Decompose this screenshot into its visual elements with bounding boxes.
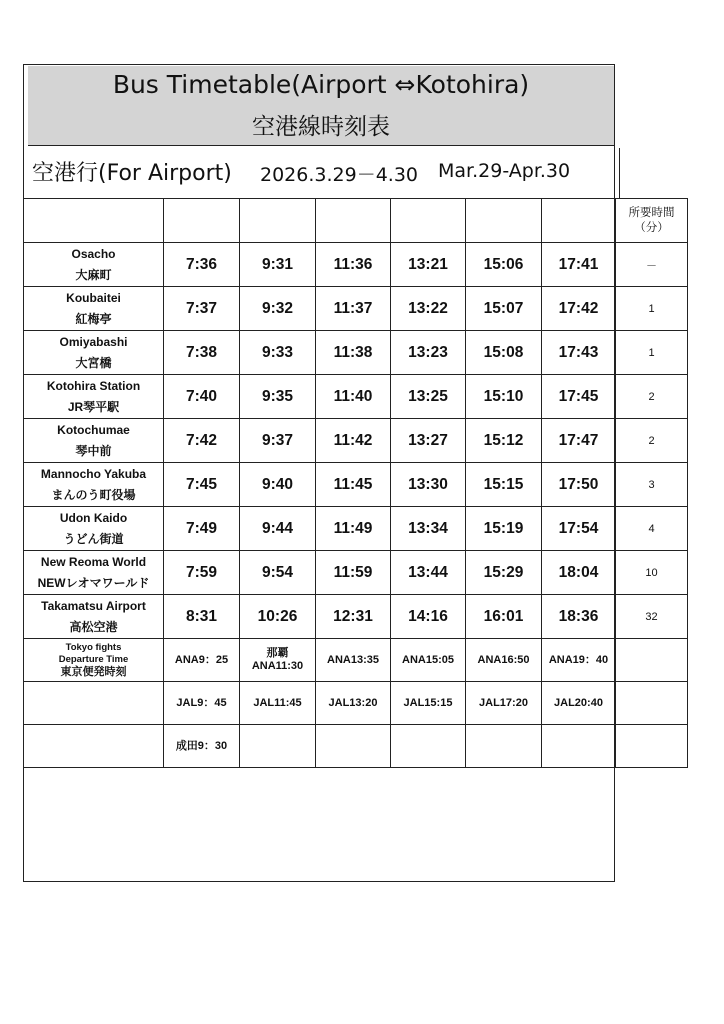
table-row: [24, 331, 688, 375]
departure-time: 11:59: [316, 551, 391, 595]
departure-time: 15:12: [466, 419, 542, 463]
table-row: [24, 419, 688, 463]
departure-time: 17:43: [542, 331, 616, 375]
duration-minutes: 4: [616, 507, 688, 551]
stop-name: Koubaitei 紅梅亭: [24, 287, 164, 331]
departure-time: 13:44: [391, 551, 466, 595]
departure-time: 11:36: [316, 243, 391, 287]
duration-minutes: 32: [616, 595, 688, 639]
departure-time: 17:50: [542, 463, 616, 507]
flights-row: [24, 725, 688, 768]
flight-time: JAL13:20: [316, 682, 391, 725]
empty-cell: [24, 725, 164, 768]
duration-minutes: 1: [616, 331, 688, 375]
stop-name: Omiyabashi 大宮橋: [24, 331, 164, 375]
departure-time: 13:30: [391, 463, 466, 507]
flight-time: 那覇 ANA11:30: [240, 639, 316, 682]
empty-cell: [240, 725, 316, 768]
departure-time: 15:06: [466, 243, 542, 287]
departure-time: 11:45: [316, 463, 391, 507]
departure-time: 9:35: [240, 375, 316, 419]
departure-time: 7:38: [164, 331, 240, 375]
departure-time: 11:42: [316, 419, 391, 463]
table-row: [24, 243, 688, 287]
empty-cell: [616, 725, 688, 768]
departure-time: 11:40: [316, 375, 391, 419]
flights-row: [24, 682, 688, 725]
flight-time: ANA9：25: [164, 639, 240, 682]
stop-name: Kotochumae 琴中前: [24, 419, 164, 463]
table-row: [24, 463, 688, 507]
departure-time: 15:15: [466, 463, 542, 507]
date-range-english: Mar.29-Apr.30: [438, 160, 571, 182]
departure-time: 18:36: [542, 595, 616, 639]
title-japanese: 空港線時刻表: [252, 114, 390, 140]
empty-cell: [616, 639, 688, 682]
stop-name: Takamatsu Airport 高松空港: [24, 595, 164, 639]
flights-row: [24, 639, 688, 682]
departure-time: 17:45: [542, 375, 616, 419]
duration-minutes: 2: [616, 375, 688, 419]
empty-cell: [316, 725, 391, 768]
flight-time: ANA13:35: [316, 639, 391, 682]
departure-time: 14:16: [391, 595, 466, 639]
departure-time: 7:37: [164, 287, 240, 331]
departure-time: 15:19: [466, 507, 542, 551]
table-row: [24, 287, 688, 331]
stop-name: Kotohira Station JR琴平駅: [24, 375, 164, 419]
departure-time: 12:31: [316, 595, 391, 639]
departure-time: 15:07: [466, 287, 542, 331]
title-english: Bus Timetable(Airport ⇔Kotohira): [112, 70, 530, 99]
departure-time: 7:36: [164, 243, 240, 287]
flight-time: JAL17:20: [466, 682, 542, 725]
departure-time: 11:37: [316, 287, 391, 331]
departure-time: 17:47: [542, 419, 616, 463]
empty-cell: [616, 682, 688, 725]
flight-time: JAL20:40: [542, 682, 616, 725]
departure-time: 13:27: [391, 419, 466, 463]
title-banner: [28, 66, 614, 146]
departure-time: 8:31: [164, 595, 240, 639]
empty-cell: [466, 725, 542, 768]
departure-time: 17:42: [542, 287, 616, 331]
departure-time: 7:49: [164, 507, 240, 551]
duration-minutes: －: [616, 243, 688, 287]
duration-minutes: 3: [616, 463, 688, 507]
departure-time: 9:44: [240, 507, 316, 551]
flight-time: JAL11:45: [240, 682, 316, 725]
departure-time: 11:38: [316, 331, 391, 375]
header-empty-cell: [24, 199, 164, 243]
duration-minutes: 2: [616, 419, 688, 463]
departure-time: 9:37: [240, 419, 316, 463]
date-range: 2026.3.29－4.30: [260, 164, 419, 186]
departure-time: 10:26: [240, 595, 316, 639]
flight-time: ANA15:05: [391, 639, 466, 682]
departure-time: 13:22: [391, 287, 466, 331]
stop-name: New Reoma World NEWレオマワールド: [24, 551, 164, 595]
flight-time: ANA16:50: [466, 639, 542, 682]
duration-minutes: 10: [616, 551, 688, 595]
flight-time: ANA19：40: [542, 639, 616, 682]
departure-time: 9:40: [240, 463, 316, 507]
departure-time: 15:08: [466, 331, 542, 375]
duration-header: 所要時間 （分）: [616, 199, 688, 243]
departure-time: 9:32: [240, 287, 316, 331]
stop-name: Osacho 大麻町: [24, 243, 164, 287]
duration-minutes: 1: [616, 287, 688, 331]
flight-time: JAL15:15: [391, 682, 466, 725]
departure-time: 15:29: [466, 551, 542, 595]
departure-time: 18:04: [542, 551, 616, 595]
table-row: [24, 375, 688, 419]
departure-time: 13:23: [391, 331, 466, 375]
empty-cell: [391, 725, 466, 768]
flight-time: JAL9：45: [164, 682, 240, 725]
table-row: [24, 595, 688, 639]
subtitle-row: [28, 148, 620, 198]
departure-time: 7:45: [164, 463, 240, 507]
departure-time: 7:40: [164, 375, 240, 419]
departure-time: 13:25: [391, 375, 466, 419]
departure-time: 17:54: [542, 507, 616, 551]
departure-time: 9:54: [240, 551, 316, 595]
departure-time: 7:42: [164, 419, 240, 463]
departure-time: 13:34: [391, 507, 466, 551]
empty-cell: [542, 725, 616, 768]
header-row: [24, 199, 688, 243]
table-row: [24, 551, 688, 595]
departure-time: 9:31: [240, 243, 316, 287]
departure-time: 7:59: [164, 551, 240, 595]
departure-time: 11:49: [316, 507, 391, 551]
flight-time: 成田9：30: [164, 725, 240, 768]
direction-label: 空港行(For Airport): [32, 161, 232, 186]
departure-time: 9:33: [240, 331, 316, 375]
departure-time: 15:10: [466, 375, 542, 419]
stop-name: Mannocho Yakuba まんのう町役場: [24, 463, 164, 507]
empty-cell: [24, 682, 164, 725]
tokyo-flights-label: Tokyo fights Departure Time 東京便発時刻: [24, 639, 164, 682]
table-row: [24, 507, 688, 551]
timetable: [23, 198, 688, 768]
departure-time: 13:21: [391, 243, 466, 287]
departure-time: 17:41: [542, 243, 616, 287]
stop-name: Udon Kaido うどん街道: [24, 507, 164, 551]
departure-time: 16:01: [466, 595, 542, 639]
